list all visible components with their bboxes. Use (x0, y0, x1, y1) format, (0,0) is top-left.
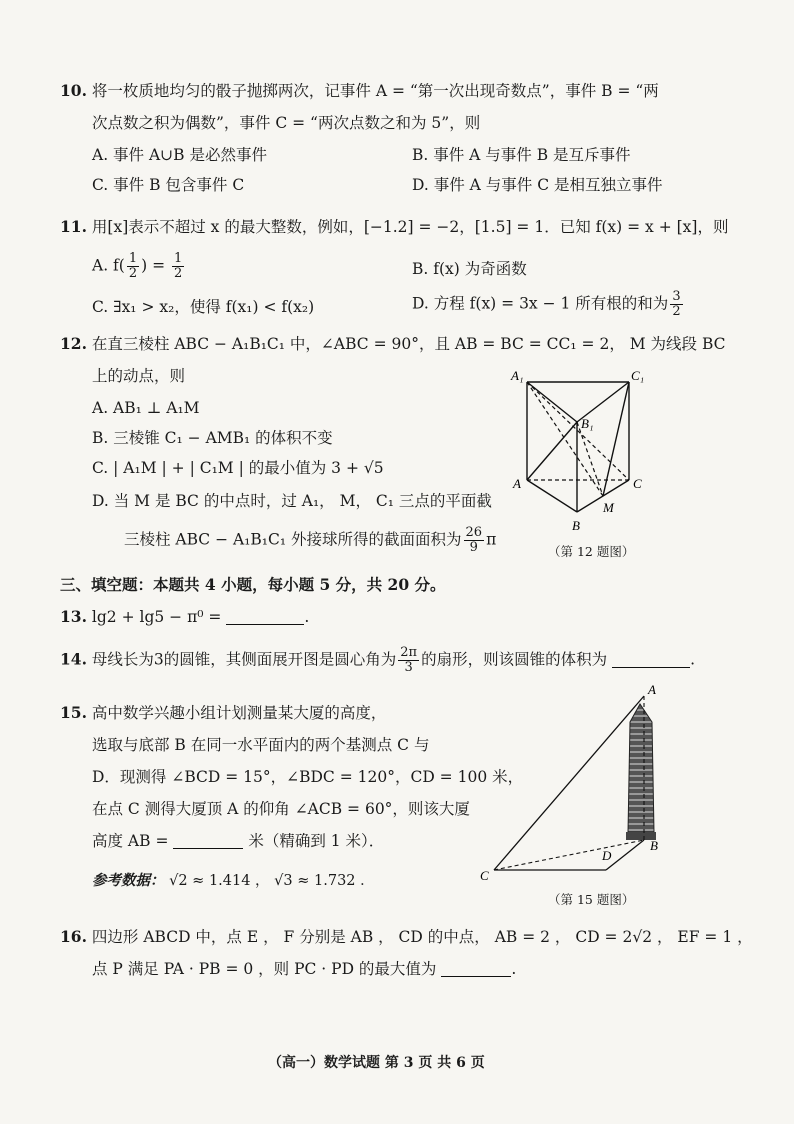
q12-stem-2: 上的动点，则 (92, 367, 186, 385)
q12-figure-caption: （第 12 题图） (548, 544, 635, 559)
q14-fraction: $\frac{2\pi}{3}$ (400, 645, 418, 675)
label-b1: B₁ (581, 416, 594, 431)
q12-prism-figure (505, 368, 655, 538)
q15-ref-values: √2 ≈ 1.414 ， √3 ≈ 1.732 ． (169, 873, 375, 889)
q15-ref-label: 参考数据： (92, 872, 165, 889)
q14-number: 14. (60, 649, 87, 669)
q11-option-c: C. ∃x₁ > x₂，使得 f(x₁) < f(x₂) (92, 298, 315, 316)
q15-stem-5 (92, 830, 384, 852)
q16-line2 (92, 958, 516, 980)
q14-end: . (690, 650, 695, 669)
q11-number: 11. (60, 217, 87, 236)
q15-stem-2: 选取与底部 B 在同一水平面内的两个基测点 C 与 (92, 736, 430, 754)
q10-stem-1: 将一枚质地均匀的骰子抛掷两次，记事件 A = “第一次出现奇数点”，事件 B = “两 (91, 82, 659, 100)
q11-a-fraction-2: $\frac{1}{2}$ (174, 251, 183, 281)
q11-line1 (60, 216, 728, 238)
diag-a1c (527, 382, 629, 480)
q12-line1 (60, 333, 726, 355)
q11-option-b: B. f(x) 为奇函数 (412, 260, 527, 278)
q15-figure-caption: （第 15 题图） (548, 892, 635, 907)
q13-text: lg2 + lg5 − π⁰ = (91, 608, 222, 626)
q15-stem-3: D．现测得 ∠BCD = 15°，∠BDC = 120°，CD = 100 米， (92, 768, 524, 786)
q11-option-a (92, 252, 186, 281)
q11-d-text: D. 方程 f(x) = 3x − 1 所有根的和为 (412, 294, 669, 313)
q13-number: 13. (60, 607, 87, 626)
q14-text-post: 的扇形，则该圆锥的体积为 (421, 650, 608, 669)
q14-text-pre: 母线长为3的圆锥，其侧面展开图是圆心角为 (91, 650, 397, 669)
q11-option-d (412, 290, 685, 319)
q12-option-b: B. 三棱锥 C₁ − AMB₁ 的体积不变 (92, 429, 333, 447)
diag-ab1 (527, 422, 577, 480)
label-c1: C₁ (631, 368, 645, 383)
q12-d-pi: π (486, 530, 497, 549)
q15-stem-1: 高中数学兴趣小组计划测量某大厦的高度， (91, 704, 387, 722)
label-c: C (633, 476, 642, 491)
q15-building-figure (478, 682, 678, 882)
q12-number: 12. (60, 334, 87, 353)
q11-a-mid: ) = (141, 256, 171, 275)
q12-option-a: A. AB₁ ⊥ A₁M (92, 399, 200, 417)
q15-reference-data (92, 870, 375, 892)
label-m: M (603, 500, 614, 515)
q16-answer-blank[interactable] (441, 960, 511, 977)
q15-stem-5-post: 米（精确到 1 米）． (248, 832, 385, 850)
q16-line1 (60, 926, 753, 948)
q10-number: 10. (60, 81, 87, 100)
q12-stem-1: 在直三棱柱 ABC − A₁B₁C₁ 中，∠ABC = 90°，且 AB = BC = CC₁ = 2， M 为线段 BC (91, 335, 726, 353)
q11-a-prefix: A. f( (92, 256, 125, 275)
q14-answer-blank[interactable] (612, 651, 690, 668)
label-a: A (648, 682, 656, 697)
label-b: B (572, 518, 580, 533)
building-shape (628, 704, 654, 832)
line-ca (494, 696, 644, 870)
diag-b1m (577, 422, 603, 496)
label-a: A (513, 476, 521, 491)
label-a1: A₁ (511, 368, 524, 383)
q13-end: . (304, 608, 310, 626)
q11-stem: 用[x]表示不超过 x 的最大整数，例如，[−1.2] = −2，[1.5] = 1．已知 f(x) = x + [x]，则 (91, 218, 729, 236)
q10-option-d: D. 事件 A 与事件 C 是相互独立事件 (412, 176, 663, 194)
q10-line1 (60, 80, 659, 102)
q12-option-d-line1: D. 当 M 是 BC 的中点时，过 A₁， M， C₁ 三点的平面截 (92, 492, 492, 510)
q16-end: . (511, 960, 517, 978)
page-footer: （高一）数学试题 第 3 页 共 6 页 (268, 1055, 485, 1071)
q15-line1 (60, 702, 386, 724)
q15-stem-4: 在点 C 测得大厦顶 A 的仰角 ∠ACB = 60°，则该大厦 (92, 800, 470, 818)
q10-option-c: C. 事件 B 包含事件 C (92, 176, 245, 194)
q12-option-d-line2 (124, 526, 496, 555)
q10-option-b: B. 事件 A 与事件 B 是互斥事件 (412, 146, 631, 164)
q16-number: 16. (60, 927, 87, 946)
q12-option-c: C. | A₁M | + | C₁M | 的最小值为 3 + √5 (92, 459, 384, 477)
q11-d-fraction: $\frac{3}{2}$ (672, 289, 681, 319)
label-b: B (650, 838, 658, 853)
q15-number: 15. (60, 703, 87, 722)
line-db (606, 840, 644, 870)
edge-a1b1 (527, 382, 577, 422)
q12-d-text: 三棱柱 ABC − A₁B₁C₁ 外接球所得的截面面积为 (124, 530, 462, 549)
diag-a1m (527, 382, 603, 496)
q15-answer-blank[interactable] (173, 832, 243, 849)
q10-stem-2: 次点数之积为偶数”，事件 C = “两次点数之和为 5”，则 (92, 114, 481, 132)
q15-stem-5-pre: 高度 AB = (92, 832, 169, 850)
section-3-heading: 三、填空题：本题共 4 小题，每小题 5 分，共 20 分。 (60, 575, 446, 594)
q10-option-a: A. 事件 A∪B 是必然事件 (92, 146, 267, 164)
q13-line (60, 606, 309, 628)
label-d: D (602, 848, 612, 863)
q16-stem-2: 点 P 满足 PA · PB = 0 ，则 PC · PD 的最大值为 (92, 960, 437, 978)
edge-ab (527, 480, 577, 512)
q13-answer-blank[interactable] (226, 608, 304, 625)
q16-stem-1: 四边形 ABCD 中，点 E ， F 分别是 AB ， CD 的中点， AB = 2 ， CD = 2√2 ， EF = 1 ， (91, 928, 753, 946)
q11-a-fraction-1: $\frac{1}{2}$ (128, 251, 138, 281)
q14-line (60, 646, 695, 675)
q12-d-fraction: $\frac{26}{9}$ (465, 525, 483, 555)
label-c: C (480, 868, 489, 882)
